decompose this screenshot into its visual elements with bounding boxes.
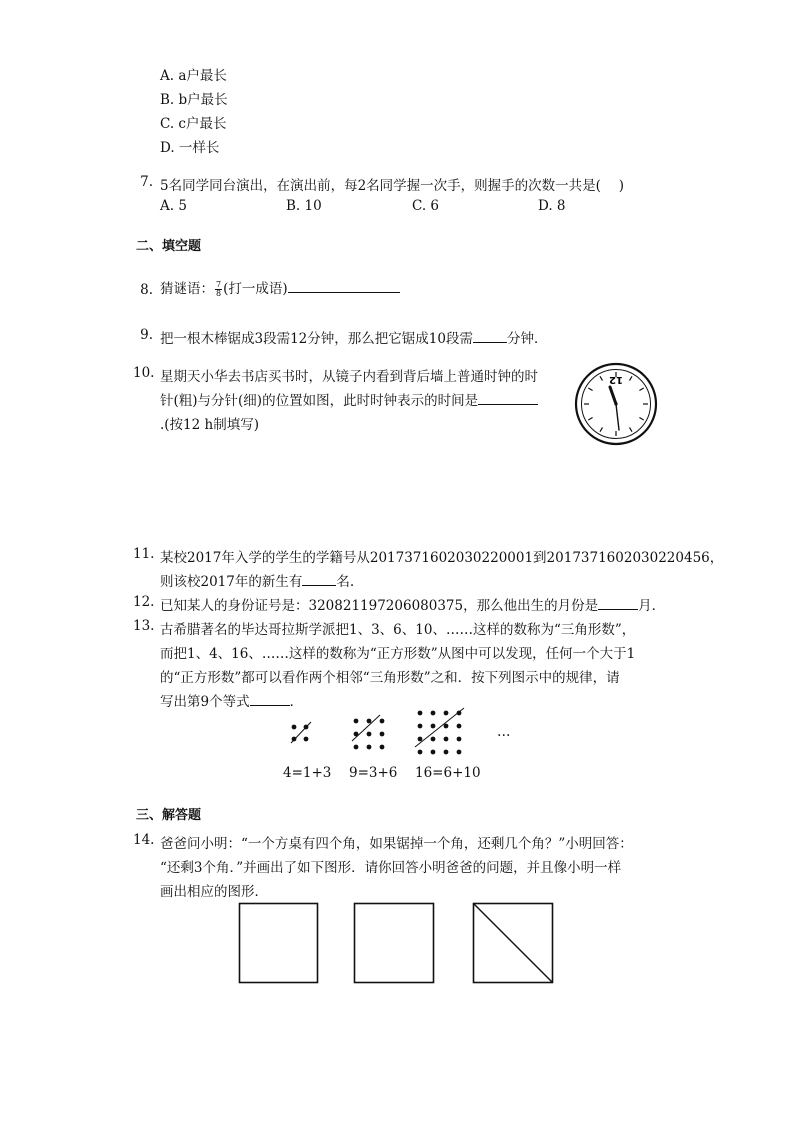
q9-text	[160, 327, 547, 347]
q8-fraction	[215, 281, 222, 298]
q7-option-a: A. 5	[160, 198, 187, 214]
section-title-fill-blank: 二、填空题	[136, 239, 202, 254]
q13-line2: 而把1、4、16、……这样的数称为“正方形数”从图中可以发现，任何一个大于1	[160, 646, 636, 662]
q7-option-d: D. 8	[538, 198, 566, 214]
q8-fraction-numerator: 7	[216, 280, 222, 289]
q13-line4	[160, 690, 303, 710]
q14-square-2	[353, 902, 437, 986]
square-number-figure-9	[348, 713, 390, 755]
q10-line2	[160, 389, 538, 409]
q10-answer-blank[interactable]	[478, 390, 538, 405]
q8-suffix: (打一成语)	[223, 281, 288, 297]
q8-text	[160, 277, 400, 298]
q8-prefix: 猜谜语：	[160, 281, 214, 297]
q10-line1: 星期天小华去书店买书时，从镜子内看到背后墙上普通时钟的时	[160, 369, 538, 385]
clock-label-12: 12	[609, 374, 623, 385]
q12-text-b: 月．	[638, 598, 666, 614]
q14-square-with-diagonal	[472, 902, 556, 986]
q12-answer-blank[interactable]	[598, 595, 638, 610]
q13-answer-blank[interactable]	[250, 691, 290, 706]
q14-line3: 画出相应的图形．	[160, 884, 268, 900]
square-number-figure-4	[288, 718, 318, 748]
q9-number: 9.	[140, 327, 153, 343]
square-number-figure-16	[414, 707, 468, 761]
q12-number: 12.	[133, 594, 155, 610]
q11-line2	[160, 570, 354, 590]
q10-line2-text: 针(粗)与分针(细)的位置如图，此时时钟表示的时间是	[160, 393, 479, 409]
q6-option-b: B. b户最长	[160, 92, 228, 108]
q9-text-a: 把一根木棒锯成3段需12分钟，那么把它锯成10段需	[160, 331, 473, 347]
q7-option-b: B. 10	[286, 198, 322, 214]
q7-option-c: C. 6	[412, 198, 440, 214]
q9-text-b: 分钟．	[506, 331, 548, 347]
q14-line2: “还剩3个角．”并画出了如下图形．请你回答小明爸爸的问题，并且像小明一样	[160, 860, 622, 876]
q13-caption-2: 9=3+6	[349, 765, 398, 781]
q8-number: 8.	[140, 282, 153, 298]
q13-caption-3: 16=6+10	[415, 765, 481, 781]
q10-line3: .(按12 h制填写)	[160, 417, 259, 433]
q11-text-b: 名.	[336, 574, 355, 590]
q13-number: 13.	[133, 618, 155, 634]
q13-text-b: ．	[289, 694, 304, 710]
q14-line1: 爸爸问小明：“一个方桌有四个角，如果锯掉一个角，还剩几个角？”小明回答：	[160, 836, 633, 852]
q13-caption-1: 4=1+3	[283, 765, 332, 781]
q12-text-a: 已知某人的身份证号是：320821197206080375，那么他出生的月份是	[160, 598, 599, 614]
q8-answer-blank[interactable]	[288, 278, 400, 293]
q12-text	[160, 594, 665, 614]
q13-text-a: 写出第9个等式	[160, 694, 250, 710]
q8-fraction-denominator: 8	[216, 289, 222, 298]
q7-number: 7.	[140, 174, 153, 190]
q11-number: 11.	[133, 546, 155, 562]
q11-line1: 某校2017年入学的学生的学籍号从2017371602030220001到2017371602030220456，	[160, 550, 724, 566]
q10-number: 10.	[133, 365, 155, 381]
q9-answer-blank[interactable]	[473, 328, 507, 343]
q13-line3: 的“正方形数”都可以看作两个相邻“三角形数”之和．按下列图示中的规律，请	[160, 670, 620, 686]
section-title-solve: 三、解答题	[136, 808, 202, 823]
q6-option-a: A. a户最长	[160, 68, 227, 84]
q13-line1: 古希腊著名的毕达哥拉斯学派把1、3、6、10、……这样的数称为“三角形数”，	[160, 622, 636, 638]
q6-option-c: C. c户最长	[160, 116, 227, 132]
q11-text-a: 则该校2017年的新生有	[160, 574, 303, 590]
q11-answer-blank[interactable]	[302, 571, 336, 586]
q13-ellipsis: …	[497, 724, 511, 740]
q14-number: 14.	[133, 832, 155, 848]
q6-option-d: D. 一样长	[160, 140, 220, 156]
mirrored-clock-icon	[574, 362, 658, 446]
q7-text: 5名同学同台演出，在演出前，每2名同学握一次手，则握手的次数一共是( )	[160, 178, 625, 194]
q14-square-1	[238, 902, 322, 986]
